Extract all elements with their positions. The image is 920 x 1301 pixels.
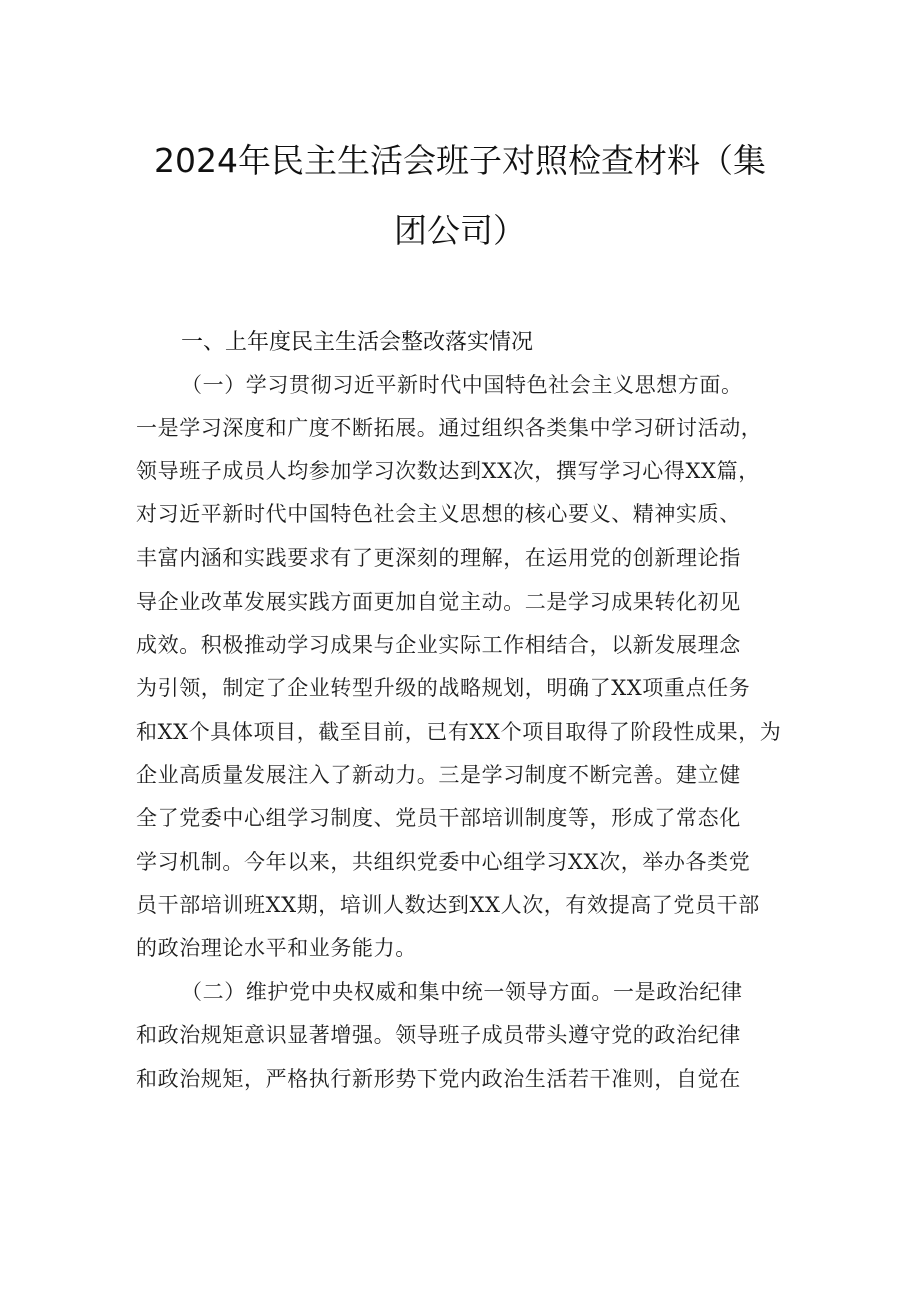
paragraph-line: 学习机制。今年以来，共组织党委中心组学习XX次，举办各类党 — [136, 850, 751, 874]
paragraph-line: 对习近平新时代中国特色社会主义思想的核心要义、精神实质、 — [136, 502, 741, 526]
paragraph-line: 员干部培训班XX期，培训人数达到XX人次，有效提高了党员干部 — [136, 893, 760, 917]
paragraph-line: 领导班子成员人均参加学习次数达到XX次，撰写学习心得XX篇， — [136, 459, 760, 483]
document-title-line-1: 2024年民主生活会班子对照检查材料（集 — [154, 141, 766, 180]
paragraph-line: 和政治规矩，严格执行新形势下党内政治生活若干准则，自觉在 — [136, 1067, 741, 1091]
paragraph-line: 一是学习深度和广度不断拓展。通过组织各类集中学习研讨活动， — [136, 416, 763, 440]
paragraph-line: 企业高质量发展注入了新动力。三是学习制度不断完善。建立健 — [136, 763, 741, 787]
paragraph-line: （一）学习贯彻习近平新时代中国特色社会主义思想方面。 — [181, 373, 743, 397]
paragraph-line: 和政治规矩意识显著增强。领导班子成员带头遵守党的政治纪律 — [136, 1023, 741, 1047]
document-title-line-2: 团公司） — [394, 211, 526, 250]
paragraph-line: 丰富内涵和实践要求有了更深刻的理解，在运用党的创新理论指 — [136, 546, 741, 570]
paragraph-line: （二）维护党中央权威和集中统一领导方面。一是政治纪律 — [181, 980, 743, 1004]
paragraph-line: 的政治理论水平和业务能力。 — [136, 936, 417, 960]
paragraph-line: 和XX个具体项目，截至目前，已有XX个项目取得了阶段性成果，为 — [136, 720, 782, 744]
paragraph-line: 成效。积极推动学习成果与企业实际工作相结合，以新发展理念 — [136, 633, 741, 657]
paragraph-line: 导企业改革发展实践方面更加自觉主动。二是学习成果转化初见 — [136, 590, 741, 614]
paragraph-line: 全了党委中心组学习制度、党员干部培训制度等，形成了常态化 — [136, 806, 741, 830]
section-heading: 一、上年度民主生活会整改落实情况 — [181, 330, 534, 355]
paragraph-line: 为引领，制定了企业转型升级的战略规划，明确了XX项重点任务 — [136, 676, 751, 700]
